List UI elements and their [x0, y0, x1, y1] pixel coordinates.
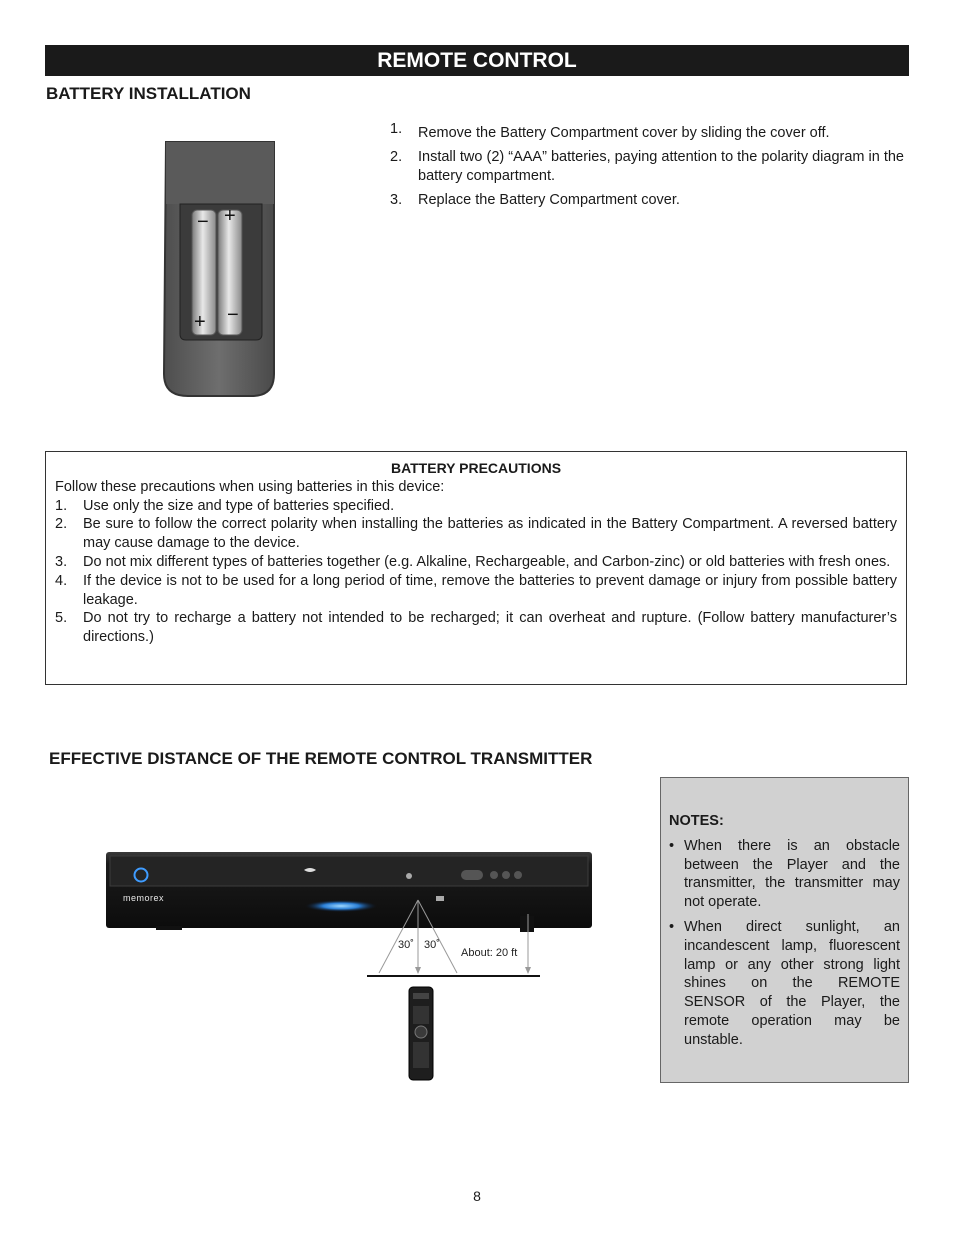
precautions-list	[55, 497, 897, 647]
remote-buttons-icon	[413, 1006, 429, 1024]
battery-precautions-box	[45, 451, 907, 685]
control-button-icon	[502, 871, 510, 879]
player-foot	[156, 926, 182, 930]
angle-left-label: 30˚	[398, 939, 414, 951]
precaution-item: 1. Use only the size and type of batteries specified.	[55, 497, 395, 514]
player-brand-logo: memorex	[123, 893, 165, 903]
player-foot	[520, 916, 534, 932]
precaution-item: 3. Do not mix different types of batteries together (e.g. Alkaline, Rechargeable, and Carbon-zinc) or old batteries with fresh ones.	[55, 553, 891, 570]
page-title: REMOTE CONTROL	[377, 49, 577, 72]
installation-step: 3. Replace the Battery Compartment cover.	[390, 192, 680, 208]
page-number: 8	[473, 1188, 481, 1204]
precautions-title: BATTERY PRECAUTIONS	[390, 460, 562, 476]
notes-list	[669, 837, 900, 1050]
remote-nav-pad-icon	[415, 1026, 427, 1038]
installation-steps	[388, 121, 908, 215]
precautions-intro: Follow these precautions when using batteries in this device:	[55, 478, 445, 495]
control-button-icon	[461, 870, 483, 880]
disc-tray	[110, 856, 588, 886]
display-indicator-icon	[436, 896, 444, 901]
effective-distance-heading: EFFECTIVE DISTANCE OF THE REMOTE CONTROL TRANSMITTER	[49, 749, 593, 768]
battery-installation-heading: BATTERY INSTALLATION	[46, 84, 251, 103]
arrowhead-icon	[525, 967, 531, 974]
polarity-plus-bottom-left: +	[194, 311, 206, 333]
note-item: • When direct sunlight, an incandescent lamp, fluorescent lamp or any other strong light shines on the REMOTE SENSOR of the Player, the remote operation may be unstable.	[669, 918, 900, 1048]
angle-right-label: 30˚	[424, 939, 440, 951]
installation-step: 2. Install two (2) “AAA” batteries, paying attention to the polarity diagram in the battery compartment.	[390, 149, 904, 184]
precaution-item: 5. Do not try to recharge a battery not intended to be recharged; it can overheat and rupture. (Follow battery manufacturer’s directions.)	[55, 610, 897, 646]
arrowhead-icon	[415, 967, 421, 974]
remote-buttons-icon	[413, 993, 429, 999]
remote-top-band	[166, 142, 274, 204]
ir-sensor-icon	[406, 873, 412, 879]
control-button-icon	[514, 871, 522, 879]
polarity-minus-top-left: −	[197, 211, 209, 233]
control-button-icon	[490, 871, 498, 879]
installation-step: 1. Remove the Battery Compartment cover by sliding the cover off.	[390, 121, 830, 141]
blue-light-strip	[305, 900, 377, 912]
remote-buttons-icon	[413, 1042, 429, 1068]
polarity-minus-bottom-right: −	[227, 304, 239, 326]
precaution-item: 4. If the device is not to be used for a long period of time, remove the batteries to prevent damage or injury from possible battery leakage.	[55, 572, 897, 608]
notes-box	[660, 777, 909, 1083]
notes-title: NOTES:	[669, 813, 724, 829]
remote-battery-compartment-illustration	[158, 138, 282, 400]
precaution-item: 2. Be sure to follow the correct polarity when installing the batteries as indicated in the Battery Compartment. A reversed battery may cause damage to the device.	[55, 516, 897, 552]
distance-label: About: 20 ft	[461, 947, 518, 959]
polarity-plus-top-right: +	[224, 205, 236, 227]
note-item: • When there is an obstacle between the Player and the transmitter, the transmitter may not operate.	[669, 837, 900, 911]
page-title-bar	[45, 45, 909, 76]
remote-range-diagram	[100, 848, 600, 1086]
